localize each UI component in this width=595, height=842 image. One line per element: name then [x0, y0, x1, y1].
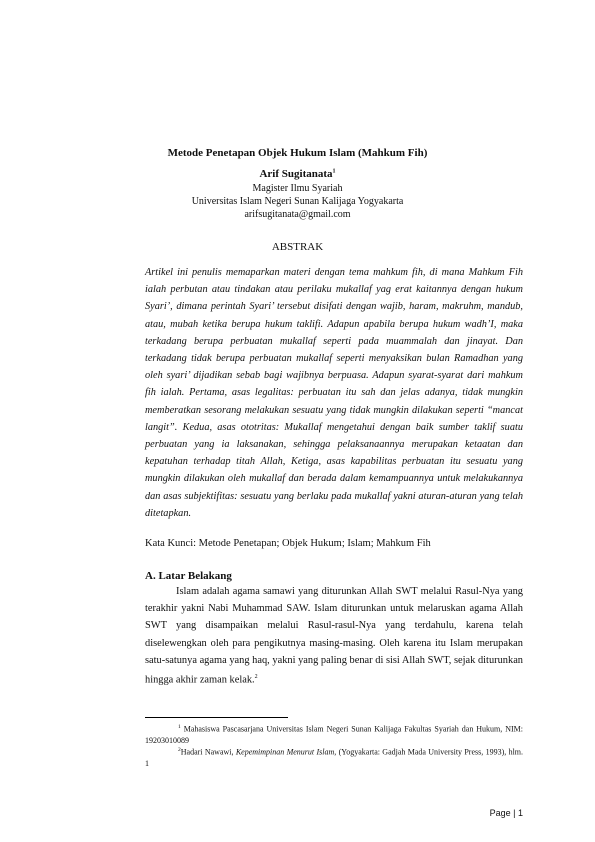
- abstract-text: Artikel ini penulis memaparkan materi dengan tema mahkum fih, di mana Mahkum Fih ialah perbutan atau tindakan atau perilaku mukallaf yag erat kaitannya dengan hukum Syari’, dimana perintah Syari’ tersebut disifati dengan wajib, haram, makruhm, mandub, atau, mubah ketika berupa hukum taklifi. Adapun apabila berupa hukum wadh’I, maka terkadang berupa perbuatan mukallaf seperti pada muammalah dan jinayat. Dan terkadang tidak berupa perbuatan mukallaf seperti menyaksikan bulan Ramadhan yang oleh syari’ dijadikan sebab bagi wajibnya berpuasa. Adapun syarat-syarat dari mahkum fih ialah. Pertama, asas legalitas: perbuatan itu sah dan jelas adanya, tidak mungkin memberatkan sesorang melakukan sesuatu yang tidak mungkin dilakukan seperti “mancat langit”. Kedua, asas ototritas: Mukallaf mengetahui dengan baik sumber taklif suatu perbuatan yang ia laksanakan, sehingga pelaksanaannya merupakan ketaatan dan kepatuhan terhadap titah Allah, Ketiga, asas kapabilitas perbuatan itu sesuatu yang mungkin dilakukan oleh mukallaf dan berada dalam kemampuannya untuk melakukannya dan asas subjektifitas: sesuatu yang berlaku pada mukallaf yakni aturan-aturan yang telah ditetapkan.: [145, 267, 523, 519]
- author-line: [0, 168, 595, 180]
- author-name: Arif Sugitanata: [259, 168, 333, 180]
- affiliation-program: Magister Ilmu Syariah: [252, 183, 343, 194]
- body-text: Islam adalah agama samawi yang diturunkan Allah SWT melalui Rasul-Nya yang terakhir yakni Nabi Muhammad SAW. Islam diturunkan untuk melaruskan agama Allah SWT yang disampaikan melalui Rasul-rasul-Nya yang terdahulu, karena telah diselewengkan oleh para pengikutnya masing-masing. Oleh karena itu Islam merupakan satu-satunya agama yang haq, yakni yang paling benar di sisi Allah SWT, sejak diturunkan hingga akhir zaman kelak.: [145, 586, 523, 686]
- abstract-heading: ABSTRAK: [271, 241, 324, 253]
- footnote-1-text: Mahasiswa Pascasarjana Universitas Islam Negeri Sunan Kalijaga Fakultas Syariah dan Hukum, NIM: 19203010089: [145, 724, 523, 746]
- body-paragraph: [145, 583, 523, 689]
- paper-title: Metode Penetapan Objek Hukum Islam (Mahkum Fih): [167, 147, 428, 159]
- footnote-2-title: Kepemimpinan Menurut Islam: [235, 747, 335, 757]
- footnote-separator: [145, 717, 288, 718]
- footnote-1: [145, 722, 523, 747]
- affiliation-university: Universitas Islam Negeri Sunan Kalijaga Yogyakarta: [191, 196, 404, 207]
- footnote-2-mark: 2: [178, 747, 181, 753]
- footnote-1-mark: 1: [178, 724, 181, 730]
- author-email: arifsugitanata@gmail.com: [244, 209, 351, 220]
- section-heading: A. Latar Belakang: [145, 570, 232, 582]
- footnote-2-author: Hadari Nawawi,: [180, 747, 236, 757]
- footnote-2: [145, 745, 523, 770]
- keywords: Kata Kunci: Metode Penetapan; Objek Hukum; Islam; Mahkum Fih: [145, 538, 431, 549]
- page-number: Page | 1: [489, 808, 523, 818]
- author-footnote-mark: 1: [332, 168, 336, 175]
- body-footnote-mark: 2: [254, 674, 258, 681]
- footnote-2-publisher: , (Yogyakarta: Gadjah Mada University Press, 1993), hlm. 1: [145, 747, 524, 769]
